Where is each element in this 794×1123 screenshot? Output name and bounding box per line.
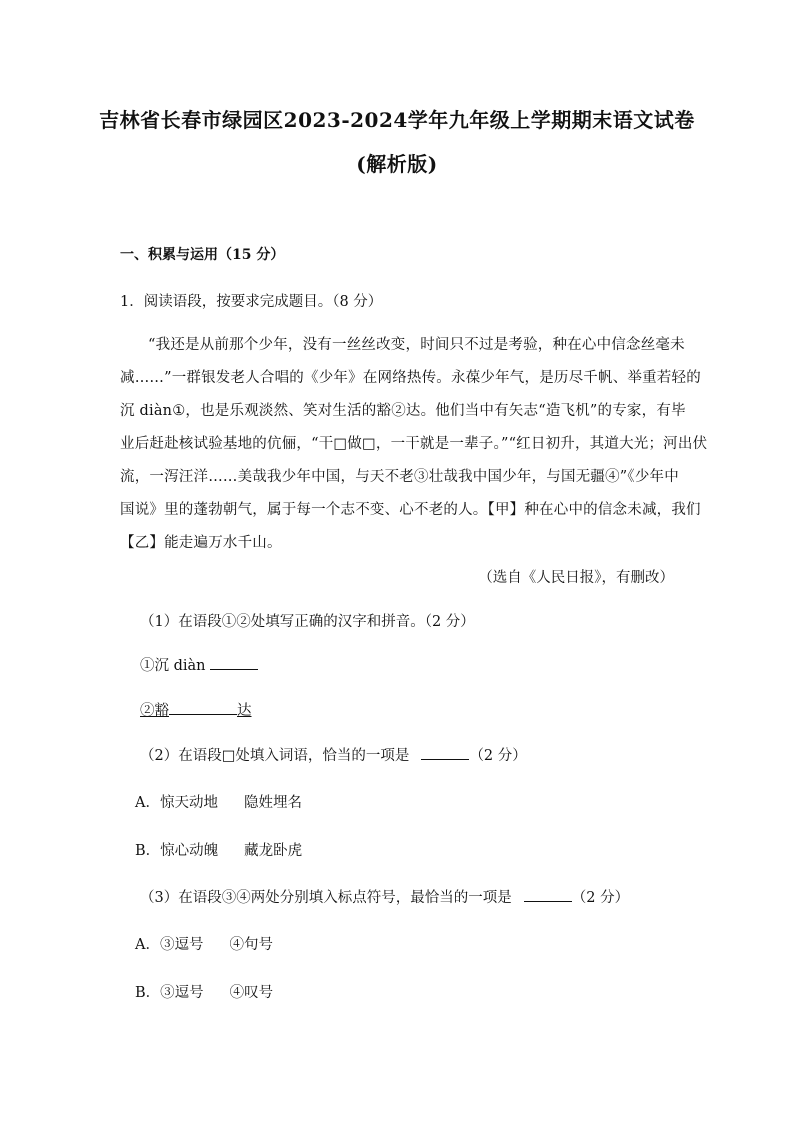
exam-subtitle: (解析版) [356, 152, 438, 176]
option-label: B．惊心动魄 [135, 843, 219, 859]
section-heading: 一、积累与运用（15 分） [120, 247, 285, 263]
sub-question-2-text: （2）在语段□处填入词语，恰当的一项是 [140, 748, 410, 764]
answer-blank[interactable] [524, 889, 572, 902]
answer-blank[interactable] [169, 702, 237, 715]
sub-question-3-prompt [140, 886, 629, 907]
option-label: A．惊天动地 [135, 795, 218, 811]
answer-blank[interactable] [210, 657, 258, 670]
passage-source: （选自《人民日报》，有删改） [478, 570, 674, 586]
item-b-suffix: 达 [237, 703, 252, 719]
sub-question-3-option-a[interactable] [135, 933, 273, 954]
passage-line-5: 流，一泻汪洋……美哉我少年中国，与天不老③壮哉我中国少年，与国无疆④”《少年中 [120, 469, 679, 485]
sub-question-1-item-b [140, 699, 252, 720]
option-label: A．③逗号 [135, 937, 204, 953]
sub-question-2-option-b[interactable] [135, 839, 302, 860]
item-a-label: ①沉 diàn [140, 658, 206, 674]
sub-question-2-prompt [140, 744, 527, 765]
sub-question-3-score: （2 分） [571, 890, 630, 906]
option-word: 隐姓埋名 [243, 795, 302, 811]
passage-line-2: 减……”一群银发老人合唱的《少年》在网络热传。永葆少年气，是历尽千帆、举重若轻的 [120, 370, 701, 386]
passage-line-4: 业后赶赴核试验基地的伉俪，“干□做□，一干就是一辈子。”“红日初升，其道大光；河出伏 [120, 436, 708, 452]
sub-question-1-item-a [140, 654, 258, 675]
question-1-prompt: 1．阅读语段，按要求完成题目。（8 分） [120, 294, 383, 310]
passage-line-3: 沉 diàn①，也是乐观淡然、笑对生活的豁②达。他们当中有矢志“造飞机”的专家，有毕 [120, 403, 686, 419]
option-word: 藏龙卧虎 [244, 843, 303, 859]
sub-question-3-option-b[interactable] [135, 981, 273, 1002]
passage-line-1: “我还是从前那个少年，没有一丝丝改变，时间只不过是考验，种在心中信念丝毫未 [148, 337, 685, 353]
answer-blank[interactable] [421, 747, 469, 760]
sub-question-2-option-a[interactable] [135, 791, 302, 812]
option-word: ④叹号 [229, 985, 274, 1001]
item-b-label: ②豁 [140, 703, 169, 719]
option-word: ④句号 [229, 937, 273, 953]
sub-question-2-score: （2 分） [469, 748, 527, 764]
passage-line-7: 【乙】能走遍万水千山。 [120, 535, 282, 551]
option-label: B．③逗号 [135, 985, 204, 1001]
passage-line-6: 国说》里的蓬勃朝气，属于每一个志不变、心不老的人。【甲】种在心中的信念未减，我们 [120, 502, 701, 518]
exam-title: 吉林省长春市绿园区2023-2024学年九年级上学期期末语文试卷 [99, 108, 695, 132]
sub-question-3-text: （3）在语段③④两处分别填入标点符号，最恰当的一项是 [140, 890, 512, 906]
sub-question-1-prompt: （1）在语段①②处填写正确的汉字和拼音。（2 分） [140, 614, 475, 630]
